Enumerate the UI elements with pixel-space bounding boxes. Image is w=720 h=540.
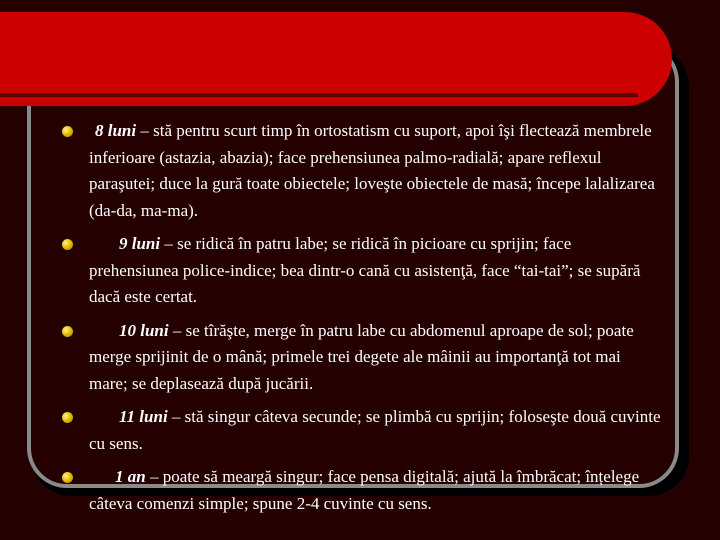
item-text: – stă singur câteva secunde; se plimbă cu sprijin; foloseşte două cuvinte cu sens.: [89, 407, 661, 453]
title-banner: [0, 12, 672, 106]
bullet-dot-icon: [62, 412, 73, 423]
bullet-item-11-luni: [62, 404, 662, 457]
item-term: 8 luni: [95, 121, 137, 140]
bullet-item-10-luni: [62, 318, 662, 398]
bullet-dot-icon: [62, 239, 73, 250]
item-text: – se ridică în patru labe; se ridică în picioare cu sprijin; face prehensiunea police-indice; bea dintr-o cană cu asistenţă, face “tai-tai”; se supără dacă este certat.: [89, 234, 641, 306]
item-term: 9 luni: [119, 234, 161, 253]
bullet-dot-icon: [62, 326, 73, 337]
item-term: 10 luni: [119, 320, 169, 340]
bullet-list: [62, 118, 662, 524]
banner-underline: [0, 93, 638, 97]
bullet-dot-icon: [62, 126, 73, 137]
bullet-item-8-luni: [62, 118, 662, 224]
item-text: – poate să meargă singur; face pensa digitală; ajută la îmbrăcat; înțelege câteva comenzi simple; spune 2-4 cuvinte cu sens.: [89, 467, 640, 513]
bullet-item-1-an: [62, 464, 662, 517]
item-text: – stă pentru scurt timp în ortostatism cu suport, apoi îşi flectează membrele inferioare (astazia, abazia); face prehensiunea palmo-radială; apare reflexul paraşutei; duce la gură toate obiectele; loveşte obiectele de masă; începe lalalizarea (da-da, ma-ma).: [89, 121, 655, 220]
item-term: 1 an: [115, 467, 146, 486]
item-text: – se tîrăşte, merge în patru labe cu abdomenul aproape de sol; poate merge sprijinit de o mână; primele trei degete ale mâinii au importanţă tot mai mare; se deplasează după jucării.: [89, 320, 634, 393]
bullet-dot-icon: [62, 472, 73, 483]
bullet-item-9-luni: [62, 231, 662, 311]
item-term: 11 luni: [119, 407, 168, 426]
